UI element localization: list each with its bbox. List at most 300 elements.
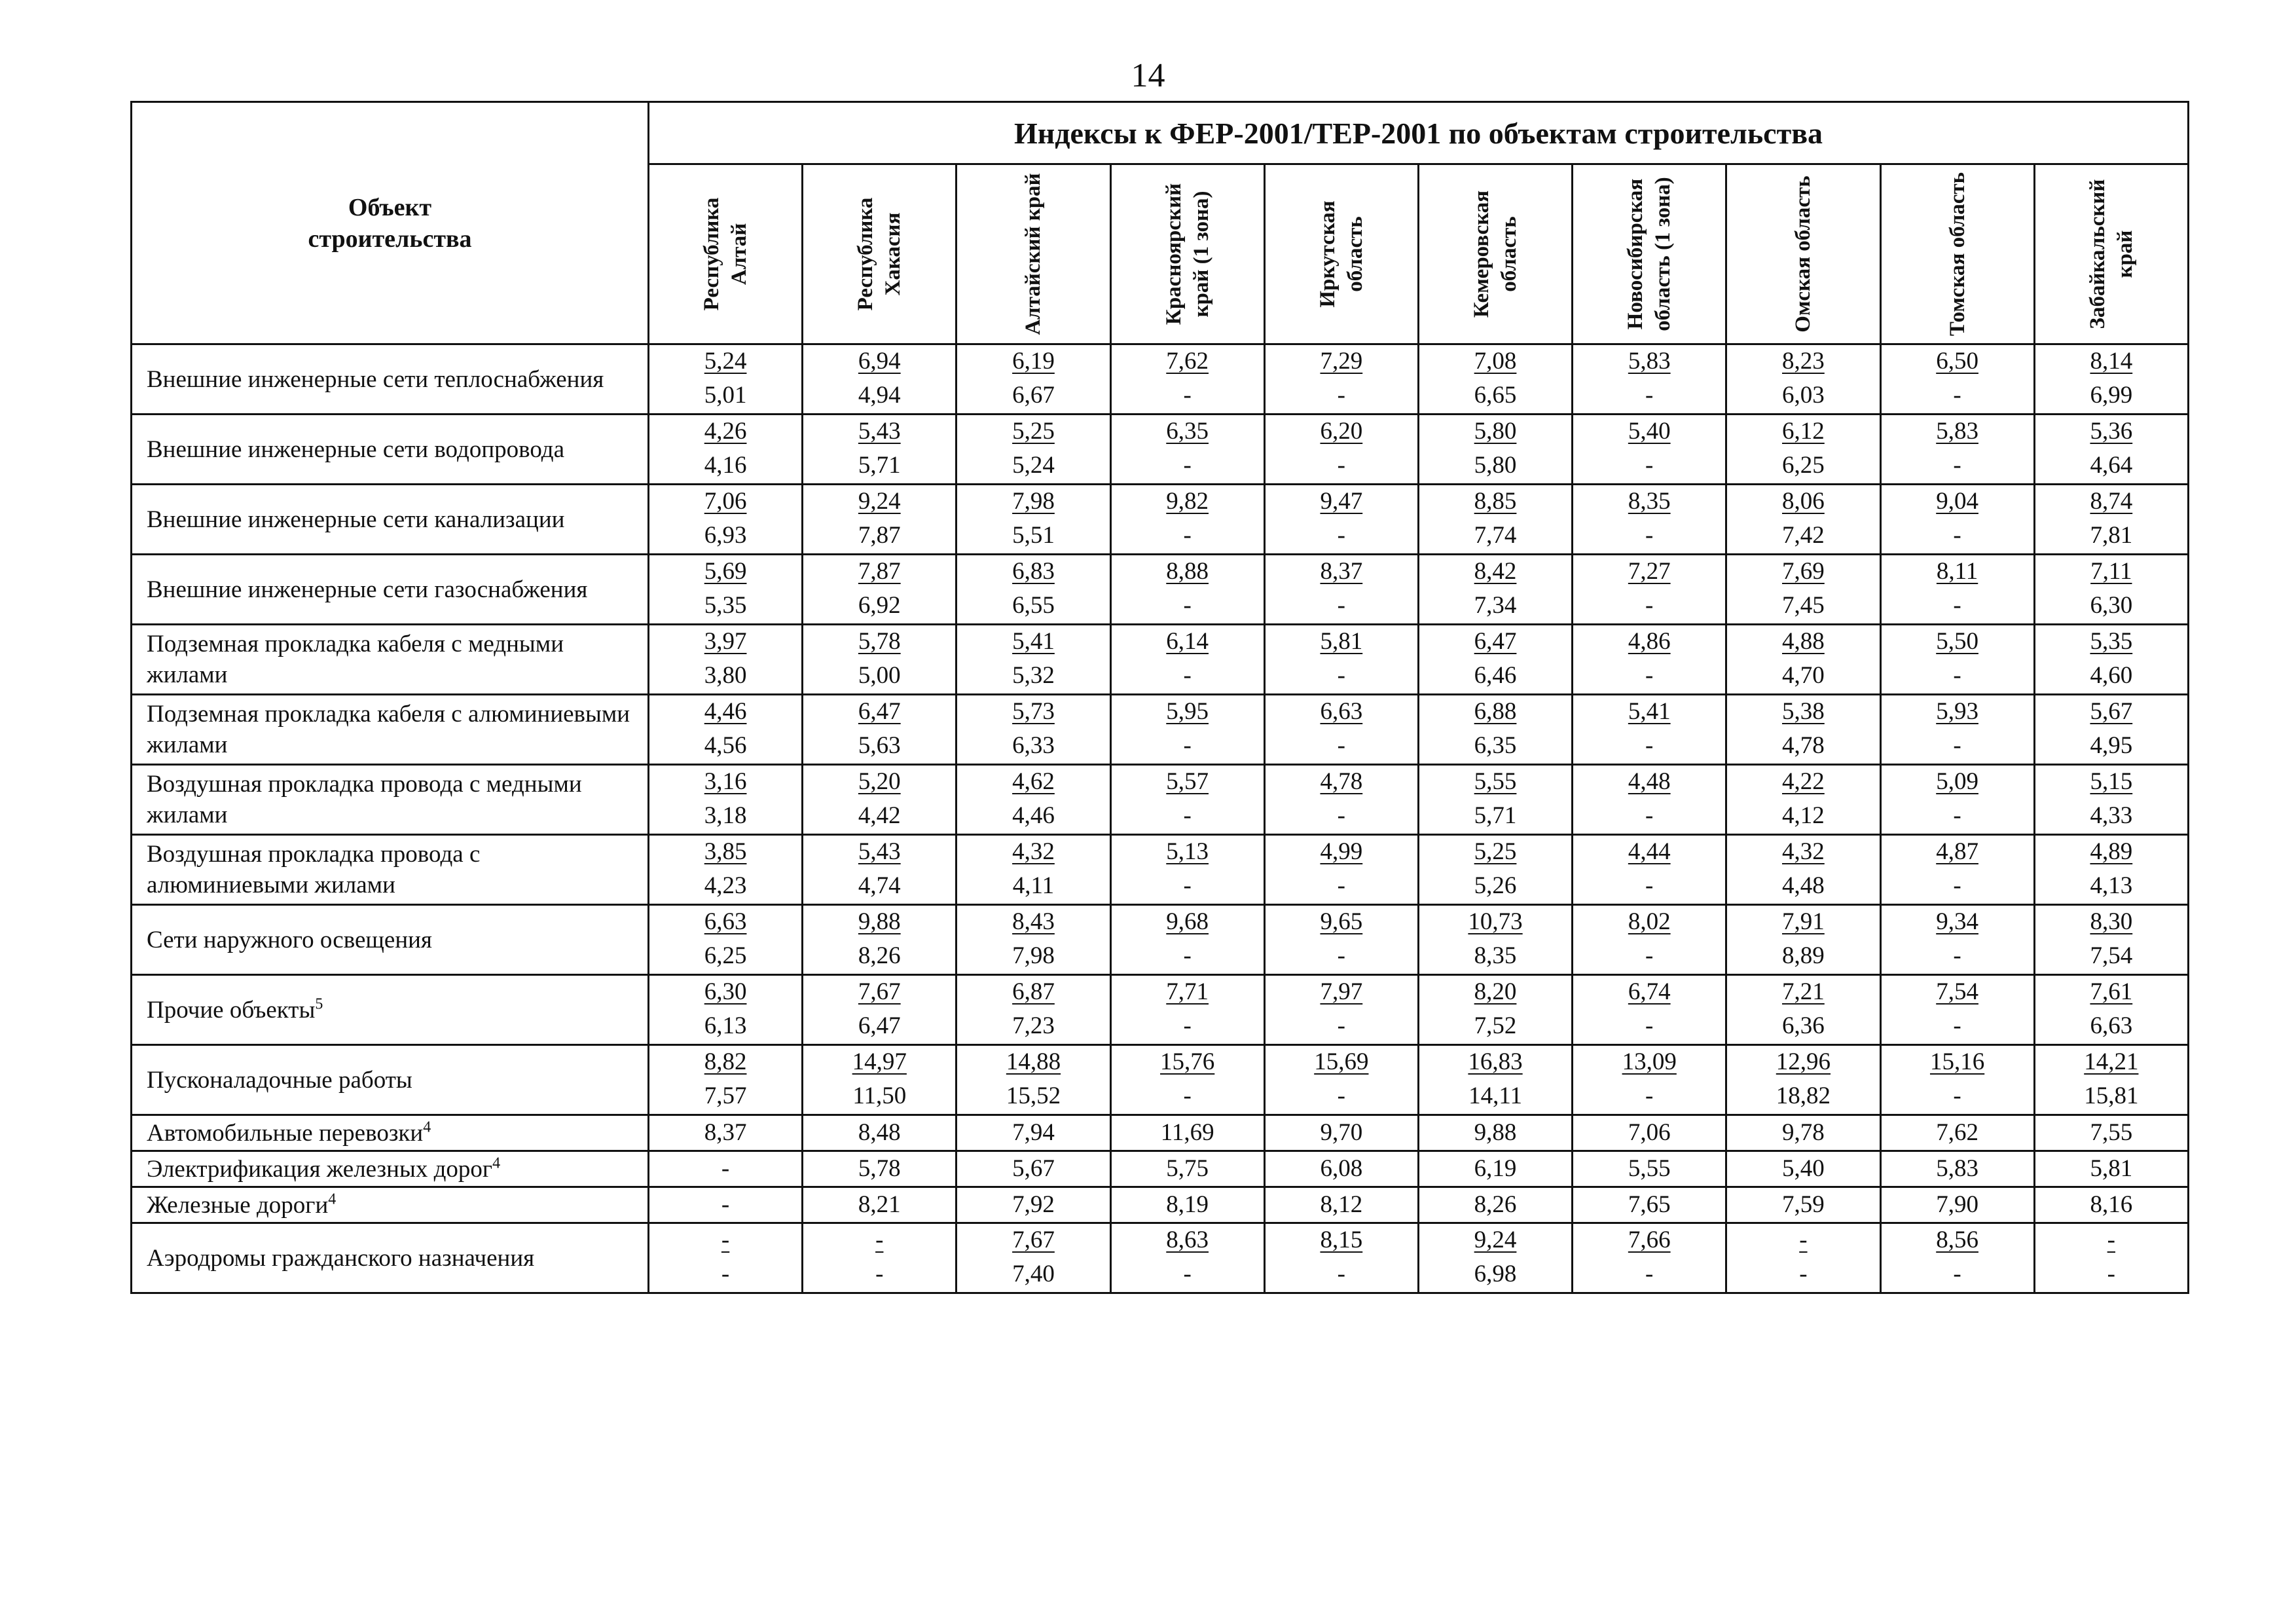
object-name: Сети наружного освещения bbox=[147, 926, 432, 953]
index-cell bbox=[1726, 975, 1880, 1045]
index-cell bbox=[1264, 835, 1418, 905]
index-cell bbox=[1726, 1045, 1880, 1115]
index-cell bbox=[1264, 905, 1418, 975]
index-value-top: 16,83 bbox=[1468, 1048, 1523, 1075]
index-cell bbox=[1418, 625, 1572, 695]
index-value-top: 10,73 bbox=[1468, 908, 1523, 935]
index-value-bottom: 5,01 bbox=[704, 382, 747, 409]
index-cell bbox=[1264, 415, 1418, 485]
index-value-bottom: 5,71 bbox=[858, 452, 901, 479]
index-cell: 9,88 bbox=[1418, 1115, 1572, 1151]
index-value-bottom: - bbox=[1183, 452, 1192, 479]
index-value-top: 5,13 bbox=[1166, 838, 1209, 865]
index-value-top: 4,46 bbox=[704, 698, 747, 725]
footnote-mark: 4 bbox=[328, 1190, 337, 1208]
index-value-top: 5,15 bbox=[2090, 768, 2133, 795]
index-cell bbox=[1726, 344, 1880, 415]
index-cell bbox=[803, 1045, 957, 1115]
object-name-cell bbox=[132, 1187, 649, 1223]
index-cell bbox=[1418, 415, 1572, 485]
index-value-bottom: 6,63 bbox=[2090, 1012, 2133, 1039]
index-value-top: 4,26 bbox=[704, 418, 747, 445]
footnote-mark: 4 bbox=[423, 1118, 431, 1136]
index-cell bbox=[1573, 975, 1726, 1045]
index-cell bbox=[649, 1045, 803, 1115]
index-cell bbox=[1726, 695, 1880, 765]
index-cell bbox=[1110, 835, 1264, 905]
index-cell bbox=[1264, 344, 1418, 415]
index-value-top: 5,81 bbox=[1320, 628, 1363, 655]
index-cell bbox=[1573, 905, 1726, 975]
index-value-top: 7,29 bbox=[1320, 348, 1363, 375]
index-value-top: 3,16 bbox=[704, 768, 747, 795]
object-name: Внешние инженерные сети газоснабжения bbox=[147, 576, 588, 603]
index-cell bbox=[2034, 765, 2188, 835]
index-value-top: 12,96 bbox=[1776, 1048, 1831, 1075]
index-value-bottom: 7,81 bbox=[2090, 522, 2133, 549]
index-value-bottom: 7,40 bbox=[1012, 1261, 1055, 1287]
index-cell bbox=[957, 765, 1110, 835]
index-value-top: 8,14 bbox=[2090, 348, 2133, 375]
object-name: Электрификация железных дорог bbox=[147, 1155, 493, 1183]
index-cell bbox=[2034, 1045, 2188, 1115]
region-header-label: Красноярский край (1 зона) bbox=[1161, 183, 1213, 325]
index-value-bottom: - bbox=[1953, 1082, 1961, 1109]
object-name: Воздушная прокладка провода с медными жилами bbox=[147, 771, 582, 828]
index-value-top: 7,08 bbox=[1474, 348, 1517, 375]
table-row bbox=[132, 1045, 2189, 1115]
index-value-bottom: - bbox=[1337, 382, 1345, 409]
index-value-bottom: - bbox=[1953, 1012, 1961, 1039]
index-value-top: 5,41 bbox=[1012, 628, 1055, 655]
index-value-top: 7,21 bbox=[1782, 978, 1825, 1005]
index-value-bottom: 7,57 bbox=[704, 1082, 747, 1109]
index-value-bottom: - bbox=[1953, 382, 1961, 409]
index-cell bbox=[1573, 485, 1726, 555]
index-value-top: 15,16 bbox=[1929, 1048, 1985, 1075]
index-cell bbox=[1264, 1045, 1418, 1115]
index-cell: 5,75 bbox=[1110, 1151, 1264, 1187]
index-value-bottom: - bbox=[1953, 522, 1961, 549]
index-cell bbox=[1110, 625, 1264, 695]
index-value-bottom: 5,80 bbox=[1474, 452, 1517, 479]
index-value-bottom: 7,74 bbox=[1474, 522, 1517, 549]
index-value-top: 4,32 bbox=[1782, 838, 1825, 865]
index-cell bbox=[1110, 695, 1264, 765]
index-cell: 7,90 bbox=[1880, 1187, 2034, 1223]
index-cell bbox=[1264, 555, 1418, 625]
index-value-top: 14,88 bbox=[1006, 1048, 1061, 1075]
index-value-bottom: 5,35 bbox=[704, 592, 747, 619]
index-value-top: 15,76 bbox=[1160, 1048, 1215, 1075]
index-value-bottom: - bbox=[1645, 802, 1654, 829]
table-row bbox=[132, 765, 2189, 835]
index-cell bbox=[1880, 344, 2034, 415]
index-cell: 5,81 bbox=[2034, 1151, 2188, 1187]
region-header bbox=[1264, 164, 1418, 344]
index-value-top: 5,73 bbox=[1012, 698, 1055, 725]
index-value-top: 6,63 bbox=[1320, 698, 1363, 725]
table-row bbox=[132, 625, 2189, 695]
index-value-top: 8,15 bbox=[1320, 1227, 1363, 1253]
index-cell bbox=[1264, 625, 1418, 695]
table-row bbox=[132, 415, 2189, 485]
index-cell bbox=[1418, 555, 1572, 625]
region-header bbox=[649, 164, 803, 344]
index-value-bottom: 5,63 bbox=[858, 732, 901, 759]
index-cell bbox=[649, 905, 803, 975]
index-value-top: 6,30 bbox=[704, 978, 747, 1005]
index-cell bbox=[1573, 765, 1726, 835]
index-cell: - bbox=[649, 1187, 803, 1223]
region-header bbox=[803, 164, 957, 344]
index-value-top: - bbox=[721, 1227, 730, 1253]
index-cell bbox=[1264, 975, 1418, 1045]
index-value-bottom: - bbox=[1953, 662, 1961, 689]
index-cell bbox=[803, 1223, 957, 1293]
index-cell bbox=[1418, 765, 1572, 835]
index-cell bbox=[1573, 344, 1726, 415]
index-value-bottom: 6,46 bbox=[1474, 662, 1517, 689]
object-name-cell bbox=[132, 555, 649, 625]
object-name: Прочие объекты bbox=[147, 996, 316, 1024]
index-value-top: 8,02 bbox=[1628, 908, 1671, 935]
index-value-top: 4,78 bbox=[1320, 768, 1363, 795]
footnote-mark: 4 bbox=[492, 1154, 501, 1172]
index-value-bottom: 6,35 bbox=[1474, 732, 1517, 759]
index-cell bbox=[957, 415, 1110, 485]
index-cell bbox=[1110, 485, 1264, 555]
index-cell bbox=[649, 975, 803, 1045]
index-value-bottom: 7,23 bbox=[1012, 1012, 1055, 1039]
index-value-bottom: 5,00 bbox=[858, 662, 901, 689]
object-name: Железные дороги bbox=[147, 1191, 329, 1219]
index-value-bottom: - bbox=[1183, 1012, 1192, 1039]
index-cell bbox=[649, 1223, 803, 1293]
index-value-bottom: - bbox=[1645, 872, 1654, 899]
object-name: Внешние инженерные сети водопровода bbox=[147, 435, 565, 463]
index-cell bbox=[1573, 835, 1726, 905]
index-value-bottom: 4,16 bbox=[704, 452, 747, 479]
index-value-bottom: - bbox=[1645, 452, 1654, 479]
table-row bbox=[132, 975, 2189, 1045]
index-value-bottom: 7,34 bbox=[1474, 592, 1517, 619]
index-cell bbox=[649, 485, 803, 555]
index-value-top: 6,47 bbox=[858, 698, 901, 725]
object-name-cell bbox=[132, 1045, 649, 1115]
index-cell bbox=[1264, 695, 1418, 765]
index-value-top: 5,24 bbox=[704, 348, 747, 375]
index-cell: 7,62 bbox=[1880, 1115, 2034, 1151]
index-value-bottom: 7,98 bbox=[1012, 942, 1055, 969]
region-header-label: Забайкальский край bbox=[2085, 179, 2137, 329]
index-value-top: 3,97 bbox=[704, 628, 747, 655]
index-cell bbox=[2034, 485, 2188, 555]
index-value-top: 8,42 bbox=[1474, 558, 1517, 585]
index-value-top: 7,69 bbox=[1782, 558, 1825, 585]
index-value-bottom: - bbox=[1183, 732, 1192, 759]
index-value-top: 7,91 bbox=[1782, 908, 1825, 935]
index-value-bottom: 6,47 bbox=[858, 1012, 901, 1039]
index-group-header: Индексы к ФЕР-2001/ТЕР-2001 по объектам строительства bbox=[649, 102, 2189, 164]
index-value-top: 5,93 bbox=[1936, 698, 1978, 725]
index-cell bbox=[1418, 1223, 1572, 1293]
index-value-top: 15,69 bbox=[1314, 1048, 1369, 1075]
index-cell: 7,65 bbox=[1573, 1187, 1726, 1223]
index-value-bottom: 5,51 bbox=[1012, 522, 1055, 549]
index-cell bbox=[803, 344, 957, 415]
index-value-top: 8,35 bbox=[1628, 488, 1671, 515]
index-cell: 8,26 bbox=[1418, 1187, 1572, 1223]
index-value-bottom: 4,46 bbox=[1012, 802, 1055, 829]
index-value-top: 4,99 bbox=[1320, 838, 1363, 865]
index-cell bbox=[803, 415, 957, 485]
object-name-cell bbox=[132, 415, 649, 485]
index-value-top: 8,56 bbox=[1936, 1227, 1978, 1253]
index-cell bbox=[1726, 905, 1880, 975]
index-cell bbox=[803, 835, 957, 905]
index-cell bbox=[1880, 415, 2034, 485]
index-cell bbox=[957, 344, 1110, 415]
index-value-top: 6,87 bbox=[1012, 978, 1055, 1005]
index-cell bbox=[1880, 765, 2034, 835]
footnote-mark: 5 bbox=[315, 995, 323, 1013]
index-value-top: 4,87 bbox=[1936, 838, 1978, 865]
index-value-top: 3,85 bbox=[704, 838, 747, 865]
index-value-top: 6,83 bbox=[1012, 558, 1055, 585]
index-cell bbox=[1418, 835, 1572, 905]
index-value-top: 8,85 bbox=[1474, 488, 1517, 515]
index-value-top: 6,47 bbox=[1474, 628, 1517, 655]
index-cell bbox=[649, 344, 803, 415]
index-value-top: 5,09 bbox=[1936, 768, 1978, 795]
index-value-bottom: 15,81 bbox=[2084, 1082, 2139, 1109]
index-value-bottom: 6,25 bbox=[1782, 452, 1825, 479]
index-cell bbox=[2034, 905, 2188, 975]
index-cell bbox=[1573, 625, 1726, 695]
index-cell bbox=[1880, 975, 2034, 1045]
index-value-top: 5,80 bbox=[1474, 418, 1517, 445]
index-cell bbox=[803, 555, 957, 625]
region-header bbox=[1880, 164, 2034, 344]
index-cell bbox=[957, 1223, 1110, 1293]
index-value-top: 7,27 bbox=[1628, 558, 1671, 585]
index-value-top: 9,24 bbox=[858, 488, 901, 515]
index-value-bottom: 4,11 bbox=[1012, 872, 1055, 899]
index-value-top: 5,69 bbox=[704, 558, 747, 585]
index-value-top: 4,22 bbox=[1782, 768, 1825, 795]
index-value-bottom: 4,74 bbox=[858, 872, 901, 899]
index-value-bottom: 18,82 bbox=[1776, 1082, 1831, 1109]
region-header-label: Томская область bbox=[1945, 172, 1969, 337]
index-value-bottom: 6,92 bbox=[858, 592, 901, 619]
index-value-bottom: - bbox=[1337, 662, 1345, 689]
index-cell bbox=[1110, 1045, 1264, 1115]
index-value-top: 14,97 bbox=[852, 1048, 907, 1075]
object-name-cell bbox=[132, 765, 649, 835]
index-cell bbox=[957, 485, 1110, 555]
index-value-top: 5,43 bbox=[858, 838, 901, 865]
table-row bbox=[132, 1115, 2189, 1151]
index-value-bottom: - bbox=[1183, 802, 1192, 829]
index-value-bottom: 4,60 bbox=[2090, 662, 2133, 689]
index-value-bottom: 7,52 bbox=[1474, 1012, 1517, 1039]
region-header-label: Алтайский край bbox=[1021, 173, 1046, 335]
index-cell bbox=[1418, 344, 1572, 415]
index-value-bottom: 6,67 bbox=[1012, 382, 1055, 409]
index-cell: 8,16 bbox=[2034, 1187, 2188, 1223]
object-name: Подземная прокладка кабеля с алюминиевыми жилами bbox=[147, 701, 630, 758]
index-value-top: 7,87 bbox=[858, 558, 901, 585]
region-header-label: Новосибирская область (1 зона) bbox=[1624, 177, 1675, 331]
index-value-top: 7,61 bbox=[2090, 978, 2133, 1005]
region-header bbox=[1110, 164, 1264, 344]
region-header bbox=[1573, 164, 1726, 344]
index-value-bottom: 4,12 bbox=[1782, 802, 1825, 829]
index-value-bottom: - bbox=[1645, 382, 1654, 409]
index-value-top: 7,67 bbox=[858, 978, 901, 1005]
index-cell bbox=[1110, 555, 1264, 625]
table-row bbox=[132, 555, 2189, 625]
index-cell bbox=[957, 555, 1110, 625]
index-value-bottom: 6,33 bbox=[1012, 732, 1055, 759]
index-value-bottom: - bbox=[1337, 802, 1345, 829]
index-value-bottom: 6,25 bbox=[704, 942, 747, 969]
index-value-top: 8,74 bbox=[2090, 488, 2133, 515]
index-cell bbox=[957, 975, 1110, 1045]
object-name-cell bbox=[132, 625, 649, 695]
index-value-top: 6,50 bbox=[1936, 348, 1978, 375]
index-cell: 5,55 bbox=[1573, 1151, 1726, 1187]
index-value-bottom: 4,42 bbox=[858, 802, 901, 829]
index-value-bottom: - bbox=[1183, 382, 1192, 409]
index-value-top: 9,34 bbox=[1936, 908, 1978, 935]
index-value-top: 4,86 bbox=[1628, 628, 1671, 655]
index-cell bbox=[1880, 555, 2034, 625]
index-value-bottom: 6,98 bbox=[1474, 1261, 1517, 1287]
index-value-bottom: 6,36 bbox=[1782, 1012, 1825, 1039]
index-value-bottom: 7,42 bbox=[1782, 522, 1825, 549]
index-cell bbox=[2034, 695, 2188, 765]
index-value-bottom: 15,52 bbox=[1006, 1082, 1061, 1109]
index-cell bbox=[1110, 1223, 1264, 1293]
index-value-top: 5,95 bbox=[1166, 698, 1209, 725]
index-value-top: 7,11 bbox=[2090, 558, 2132, 585]
index-value-top: 6,63 bbox=[704, 908, 747, 935]
index-value-top: 9,24 bbox=[1474, 1227, 1517, 1253]
index-cell bbox=[1726, 625, 1880, 695]
object-name-cell bbox=[132, 695, 649, 765]
index-value-bottom: - bbox=[1337, 1082, 1345, 1109]
index-value-bottom: 14,11 bbox=[1468, 1082, 1522, 1109]
index-value-top: 5,20 bbox=[858, 768, 901, 795]
index-value-top: 9,88 bbox=[858, 908, 901, 935]
index-cell: 7,55 bbox=[2034, 1115, 2188, 1151]
index-cell bbox=[649, 835, 803, 905]
object-name-cell bbox=[132, 1115, 649, 1151]
index-value-bottom: 4,56 bbox=[704, 732, 747, 759]
index-value-bottom: 6,30 bbox=[2090, 592, 2133, 619]
index-cell bbox=[1726, 1223, 1880, 1293]
index-cell bbox=[1110, 905, 1264, 975]
index-cell bbox=[803, 485, 957, 555]
index-cell bbox=[1880, 905, 2034, 975]
index-cell: 6,08 bbox=[1264, 1151, 1418, 1187]
index-value-top: 5,41 bbox=[1628, 698, 1671, 725]
index-value-bottom: - bbox=[875, 1261, 884, 1287]
index-value-top: 9,82 bbox=[1166, 488, 1209, 515]
table-row bbox=[132, 1223, 2189, 1293]
index-value-bottom: - bbox=[1183, 1082, 1192, 1109]
index-cell bbox=[1418, 695, 1572, 765]
index-value-top: 5,83 bbox=[1936, 418, 1978, 445]
index-cell bbox=[649, 555, 803, 625]
index-value-bottom: - bbox=[1799, 1261, 1808, 1287]
index-value-bottom: 4,70 bbox=[1782, 662, 1825, 689]
index-value-bottom: 6,99 bbox=[2090, 382, 2133, 409]
index-value-top: 8,63 bbox=[1166, 1227, 1209, 1253]
index-cell: 7,59 bbox=[1726, 1187, 1880, 1223]
object-name-cell bbox=[132, 905, 649, 975]
object-name-cell bbox=[132, 344, 649, 415]
index-value-top: 6,35 bbox=[1166, 418, 1209, 445]
index-value-top: 9,65 bbox=[1320, 908, 1363, 935]
index-value-top: 7,06 bbox=[704, 488, 747, 515]
index-value-bottom: - bbox=[1645, 522, 1654, 549]
object-name-cell bbox=[132, 975, 649, 1045]
object-name-cell bbox=[132, 485, 649, 555]
index-value-top: 7,62 bbox=[1166, 348, 1209, 375]
index-cell: - bbox=[649, 1151, 803, 1187]
index-cell bbox=[1418, 975, 1572, 1045]
index-cell: 8,37 bbox=[649, 1115, 803, 1151]
index-cell: 5,78 bbox=[803, 1151, 957, 1187]
index-value-top: 8,20 bbox=[1474, 978, 1517, 1005]
index-value-bottom: - bbox=[1645, 662, 1654, 689]
index-cell: 9,70 bbox=[1264, 1115, 1418, 1151]
index-value-bottom: 5,26 bbox=[1474, 872, 1517, 899]
index-cell bbox=[803, 625, 957, 695]
index-value-top: 9,04 bbox=[1936, 488, 1978, 515]
index-cell: 8,12 bbox=[1264, 1187, 1418, 1223]
index-cell bbox=[1264, 765, 1418, 835]
index-value-top: 6,14 bbox=[1166, 628, 1209, 655]
index-value-bottom: 11,50 bbox=[852, 1082, 907, 1109]
index-value-bottom: - bbox=[1645, 1012, 1654, 1039]
price-index-table bbox=[130, 101, 2189, 1294]
index-value-top: 5,78 bbox=[858, 628, 901, 655]
index-cell bbox=[803, 765, 957, 835]
object-name: Подземная прокладка кабеля с медными жилами bbox=[147, 631, 564, 688]
index-cell bbox=[2034, 625, 2188, 695]
index-cell bbox=[2034, 1223, 2188, 1293]
index-cell bbox=[1110, 765, 1264, 835]
index-cell: 11,69 bbox=[1110, 1115, 1264, 1151]
object-column-header: Объект строительства bbox=[132, 102, 649, 344]
index-cell: 5,67 bbox=[957, 1151, 1110, 1187]
index-value-bottom: 4,64 bbox=[2090, 452, 2133, 479]
region-header-label: Омская область bbox=[1791, 175, 1815, 333]
index-cell bbox=[1573, 695, 1726, 765]
index-value-bottom: - bbox=[1183, 592, 1192, 619]
index-value-top: 7,71 bbox=[1166, 978, 1209, 1005]
index-cell: 5,40 bbox=[1726, 1151, 1880, 1187]
index-value-bottom: - bbox=[1337, 522, 1345, 549]
index-value-bottom: 8,26 bbox=[858, 942, 901, 969]
index-value-bottom: - bbox=[1183, 522, 1192, 549]
index-value-top: 7,54 bbox=[1936, 978, 1978, 1005]
index-value-top: 9,68 bbox=[1166, 908, 1209, 935]
